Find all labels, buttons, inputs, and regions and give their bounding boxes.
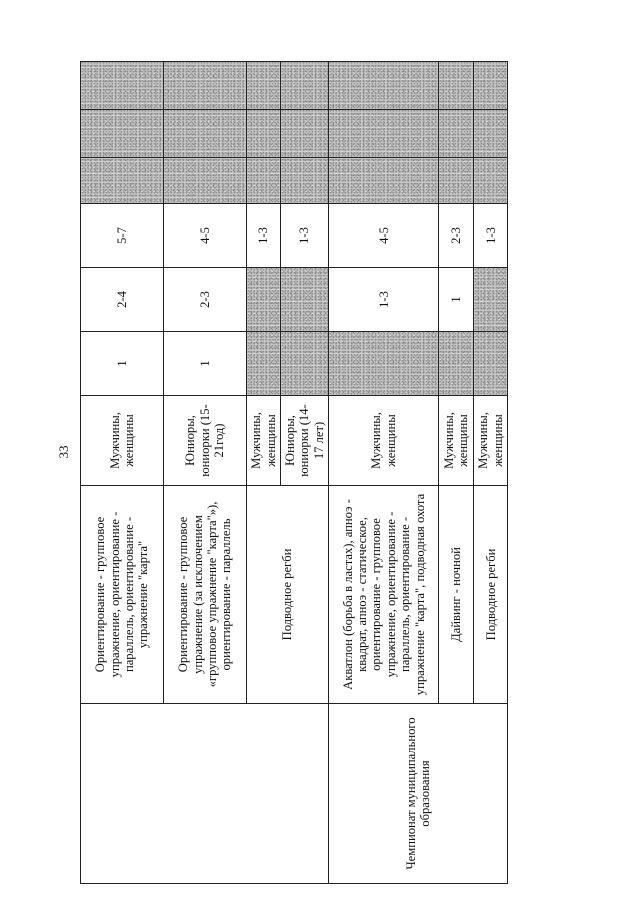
table-row [81, 62, 164, 884]
shaded-cell [281, 332, 329, 396]
shaded-cell [439, 158, 474, 204]
shaded-cell [164, 158, 247, 204]
competition-cell-empty [81, 704, 329, 884]
value-cell: 1-3 [329, 268, 439, 332]
shaded-cell [281, 268, 329, 332]
discipline-cell: Подводное регби [474, 486, 508, 704]
value-cell: 5-7 [81, 204, 164, 268]
shaded-cell [329, 332, 439, 396]
participants-cell: Мужчины, женщины [474, 396, 508, 486]
shaded-cell [247, 62, 281, 110]
table-wrapper [80, 62, 505, 884]
shaded-cell [164, 62, 247, 110]
value-cell: 1 [439, 268, 474, 332]
value-cell: 1 [164, 332, 247, 396]
shaded-cell [281, 158, 329, 204]
shaded-cell [439, 332, 474, 396]
competition-table [80, 61, 508, 884]
participants-cell: Мужчины, женщины [247, 396, 281, 486]
shaded-cell [474, 332, 508, 396]
discipline-cell: Подводное регби [247, 486, 329, 704]
shaded-cell [81, 62, 164, 110]
value-cell: 1-3 [281, 204, 329, 268]
shaded-cell [474, 62, 508, 110]
participants-cell: Мужчины, женщины [329, 396, 439, 486]
table-row [329, 62, 439, 884]
shaded-cell [474, 158, 508, 204]
discipline-cell: Ориентирование - групповое упражнение (за исключением «групповое упражнение "карта"»), ориентирование - параллель [164, 486, 247, 704]
value-cell: 2-4 [81, 268, 164, 332]
participants-cell: Мужчины, женщины [439, 396, 474, 486]
shaded-cell [329, 62, 439, 110]
value-cell: 4-5 [329, 204, 439, 268]
shaded-cell [281, 62, 329, 110]
discipline-cell: Ориентирование - групповое упражнение, ориентирование - параллель, ориентирование - упражнение "карта" [81, 486, 164, 704]
shaded-cell [439, 110, 474, 158]
shaded-cell [81, 158, 164, 204]
value-cell: 1 [81, 332, 164, 396]
shaded-cell [247, 268, 281, 332]
participants-cell: Юниоры, юниорки (15-21год) [164, 396, 247, 486]
participants-cell: Мужчины, женщины [81, 396, 164, 486]
value-cell: 1-3 [247, 204, 281, 268]
shaded-cell [247, 110, 281, 158]
value-cell: 4-5 [164, 204, 247, 268]
participants-cell: Юниоры, юниорки (14-17 лет) [281, 396, 329, 486]
page-number: 33 [56, 445, 71, 459]
value-cell: 1-3 [474, 204, 508, 268]
shaded-cell [474, 268, 508, 332]
shaded-cell [247, 158, 281, 204]
shaded-cell [329, 158, 439, 204]
shaded-cell [81, 110, 164, 158]
shaded-cell [474, 110, 508, 158]
rotated-table-frame [80, 62, 505, 884]
shaded-cell [281, 110, 329, 158]
value-cell: 2-3 [164, 268, 247, 332]
discipline-cell: Дайвинг - ночной [439, 486, 474, 704]
competition-name-cell: Чемпионат муниципального образования [329, 704, 508, 884]
shaded-cell [247, 332, 281, 396]
value-cell: 2-3 [439, 204, 474, 268]
shaded-cell [164, 110, 247, 158]
discipline-cell: Акватлон (борьба в ластах), апноэ - квадрат, апноэ - статическое, ориентирование - групповое упражнение, ориентирование - параллель, ориентирование - упражнение "карта", подводная охота [329, 486, 439, 704]
shaded-cell [439, 62, 474, 110]
shaded-cell [329, 110, 439, 158]
